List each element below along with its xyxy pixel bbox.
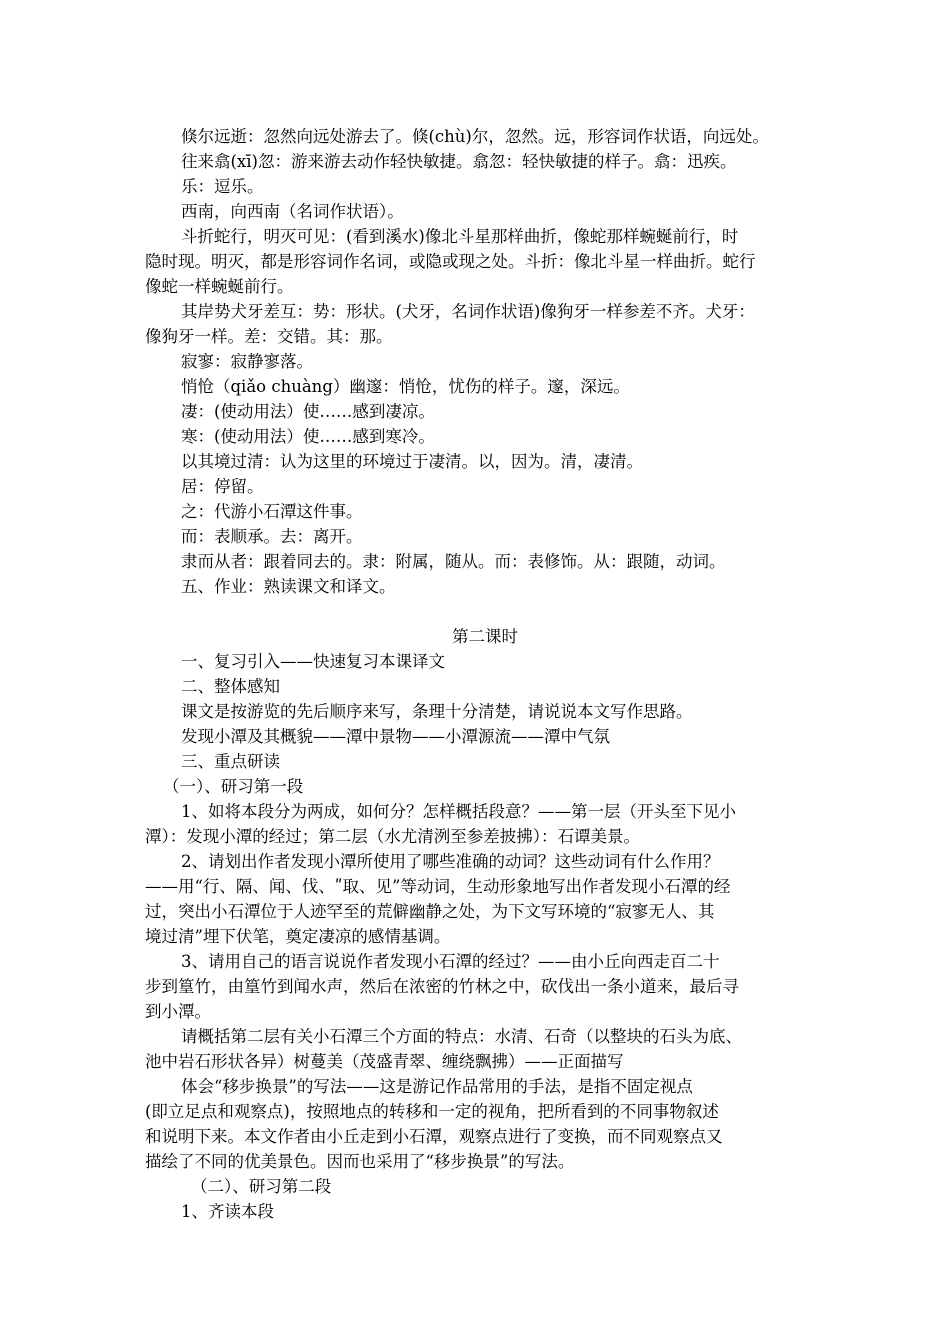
text-line: 像狗牙一样。差：交错。其：那。: [145, 327, 393, 346]
text-line: 和说明下来。本文作者由小丘走到小石潭，观察点进行了变换，而不同观察点又: [145, 1127, 723, 1146]
text-line: 而：表顺承。去：离开。: [181, 527, 363, 546]
text-line: 斗折蛇行，明灭可见：(看到溪水)像北斗星那样曲折，像蛇那样蜿蜒前行，时: [181, 227, 739, 246]
text-line: 西南，向西南（名词作状语）。: [181, 202, 404, 221]
text-line: 1、如将本段分为两成，如何分？怎样概括段意？——第一层（开头至下见小: [181, 802, 736, 821]
text-line: 1、齐读本段: [181, 1202, 274, 1221]
text-line: 一、复习引入——快速复习本课译文: [181, 652, 445, 671]
text-line: 潭）：发现小潭的经过；第二层（水尤清洌至参差披拂）：石谭美景。: [145, 827, 640, 846]
text-line: 池中岩石形状各异）树蔓美（茂盛青翠、缠绕飘拂）——正面描写: [145, 1052, 624, 1071]
text-line: 寒：(使动用法）使……感到寒冷。: [181, 427, 435, 446]
text-line: 倏尔远逝：忽然向远处游去了。倏(chù)尔，忽然。远，形容词作状语，向远处。: [181, 127, 769, 146]
blank-line: [145, 599, 825, 624]
text-line: 境过清”埋下伏笔，奠定凄凉的感情基调。: [145, 927, 451, 946]
text-line: 发现小潭及其概貌——潭中景物——小潭源流——潭中气氛: [181, 727, 610, 746]
text-line: 二、整体感知: [181, 677, 280, 696]
text-line: （一）、研习第一段: [163, 777, 304, 796]
text-line: 五、作业：熟读课文和译文。: [181, 577, 396, 596]
text-line: 乐：逗乐。: [181, 177, 264, 196]
text-line: 到小潭。: [145, 1002, 211, 1021]
text-line: 三、重点研读: [181, 752, 280, 771]
text-line: 体会“移步换景”的写法——这是游记作品常用的手法，是指不固定视点: [181, 1077, 693, 1096]
text-line: 其岸势犬牙差互：势：形状。(犬牙，名词作状语)像狗牙一样参差不齐。犬牙：: [181, 302, 755, 321]
text-line: 请概括第二层有关小石潭三个方面的特点：水清、石奇（以整块的石头为底、: [181, 1027, 742, 1046]
section-heading: 第二课时: [452, 627, 518, 646]
text-line: 之：代游小石潭这件事。: [181, 502, 363, 521]
text-line: 凄：(使动用法）使……感到凄凉。: [181, 402, 435, 421]
text-line: ——用“行、隔、闻、伐、ʺ取、见”等动词，生动形象地写出作者发现小石潭的经: [145, 877, 731, 896]
text-line: （二）、研习第二段: [191, 1177, 332, 1196]
text-line: 隐时现。明灭，都是形容词作名词，或隐或现之处。斗折：像北斗星一样曲折。蛇行: [145, 252, 756, 271]
text-line: 悄怆（qiǎo chuàng）幽邃：悄怆，忧伤的样子。邃，深远。: [181, 377, 630, 396]
text-line: (即立足点和观察点)，按照地点的转移和一定的视角，把所看到的不同事物叙述: [145, 1102, 719, 1121]
text-line: 描绘了不同的优美景色。因而也采用了“移步换景”的写法。: [145, 1152, 575, 1171]
text-line: 隶而从者：跟着同去的。隶：附属，随从。而：表修饰。从：跟随，动词。: [181, 552, 726, 571]
text-line: 步到篁竹，由篁竹到闻水声，然后在浓密的竹林之中，砍伐出一条小道来，最后寻: [145, 977, 739, 996]
text-line: 课文是按游览的先后顺序来写，条理十分清楚，请说说本文写作思路。: [181, 702, 693, 721]
text-line: 2、请划出作者发现小潭所使用了哪些准确的动词？这些动词有什么作用？: [181, 852, 720, 871]
document-body: [145, 124, 825, 1224]
text-line: 过，突出小石潭位于人迹罕至的荒僻幽静之处，为下文写环境的“寂寥无人、其: [145, 902, 715, 921]
text-line: 以其境过清：认为这里的环境过于凄清。以，因为。清，凄清。: [181, 452, 643, 471]
text-line: 像蛇一样蜿蜒前行。: [145, 277, 294, 296]
text-line: 往来翕(xī)忽：游来游去动作轻快敏捷。翕忽：轻快敏捷的样子。翕：迅疾。: [181, 152, 737, 171]
text-line: 寂寥：寂静寥落。: [181, 352, 313, 371]
text-line: 3、请用自己的语言说说作者发现小石潭的经过？——由小丘向西走百二十: [181, 952, 720, 971]
text-line: 居：停留。: [181, 477, 264, 496]
